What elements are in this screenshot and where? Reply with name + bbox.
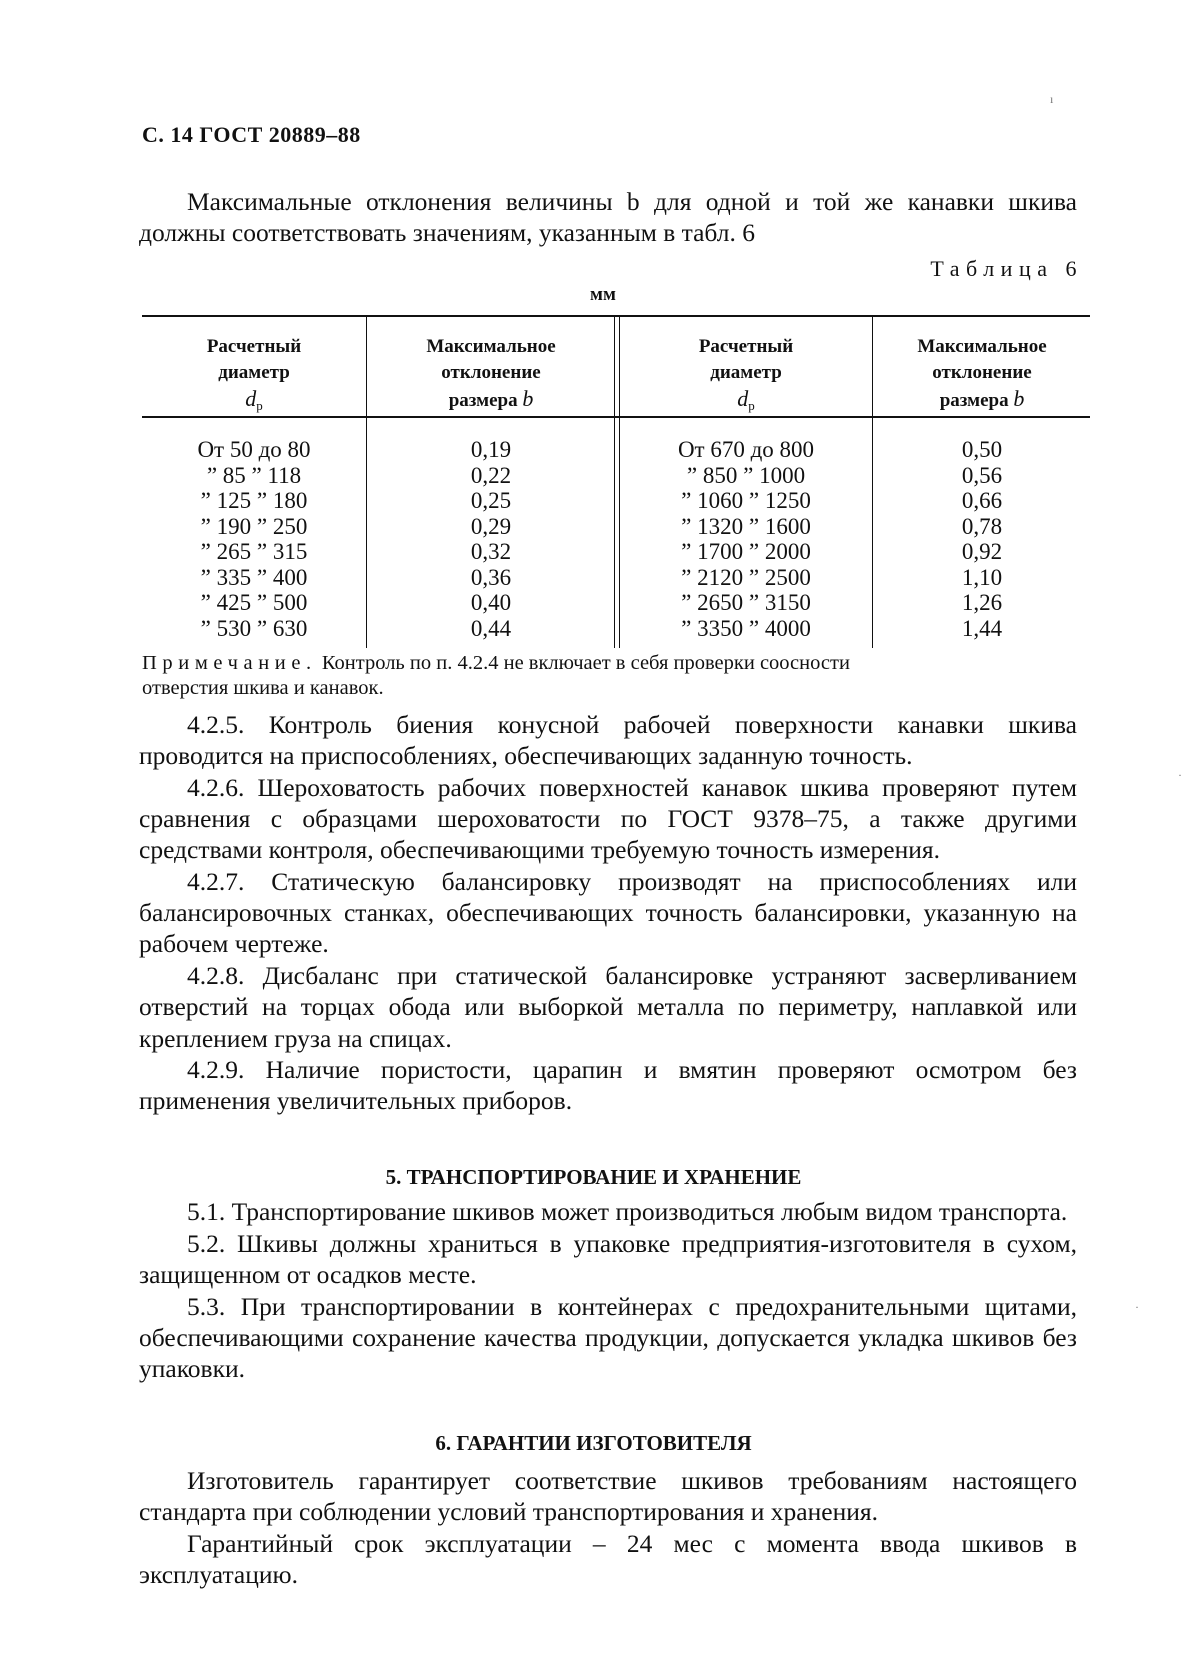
table-cell: 0,40 — [470, 590, 512, 615]
table-cell: От 670 до 800 — [677, 437, 815, 462]
table-divider — [366, 317, 367, 648]
paragraph-4-2-8: 4.2.8. Дисбаланс при статической балансировке устраняют засверливанием отверстий на торцах обода или выборкой металла по периметру, наплавкой или креплением груза на спицах. — [139, 961, 1077, 1053]
section-6-body — [139, 1465, 1077, 1590]
table-cell: ” 3350 ” 4000 — [681, 615, 811, 641]
header-diameter-sub: р — [748, 398, 755, 413]
table-cell: ” 1700 ” 2000 — [681, 539, 811, 564]
table-cell: ” 265 ” 315 — [200, 539, 308, 564]
page-header: С. 14 ГОСТ 20889–88 — [142, 122, 361, 147]
section-6-title: 6. ГАРАНТИИ ИЗГОТОВИТЕЛЯ — [435, 1431, 752, 1455]
table-cell: 0,36 — [470, 564, 512, 590]
table-unit: мм — [590, 284, 616, 305]
header-diameter-symbol: d — [245, 386, 257, 411]
column-left-diameters — [142, 437, 366, 641]
paragraph-6-2: Гарантийный срок эксплуатации – 24 мес с момента ввода шкивов в эксплуатацию. — [139, 1528, 1077, 1590]
section-5-title: 5. ТРАНСПОРТИРОВАНИЕ И ХРАНЕНИЕ — [385, 1165, 802, 1189]
scan-speck: · — [1178, 768, 1182, 782]
note-text-continued: отверстия шкива и канавок. — [142, 677, 384, 699]
table-cell: ” 335 ” 400 — [200, 564, 308, 590]
paragraph-4-2-9: 4.2.9. Наличие пористости, царапин и вмятин проверяют осмотром без применения увеличительных приборов. — [139, 1055, 1077, 1116]
table-cell: 0,56 — [961, 462, 1003, 488]
table-cell: 0,66 — [961, 488, 1003, 513]
header-diameter-sub: р — [256, 398, 263, 413]
table-cell: 1,44 — [961, 615, 1003, 641]
header-deviation-label-2: размера — [448, 390, 518, 411]
header-diameter-right — [620, 334, 872, 419]
table-cell: ” 1320 ” 1600 — [681, 513, 811, 539]
deviation-table — [142, 315, 1090, 648]
table-note — [142, 651, 1082, 701]
table-cell: 0,78 — [961, 513, 1003, 539]
header-deviation-right — [874, 334, 1090, 414]
header-deviation-label-2: размера — [939, 390, 1009, 411]
table-cell: 1,26 — [961, 590, 1003, 615]
table-cell: 0,19 — [470, 437, 512, 462]
table-cell: 0,92 — [961, 539, 1003, 564]
scan-speck: · — [1135, 1300, 1139, 1314]
intro-paragraph: Максимальные отклонения величины b для одной и той же канавки шкива должны соответствовать значениям, указанным в табл. 6 — [139, 187, 1077, 248]
header-diameter-label: Расчетный диаметр — [206, 336, 302, 383]
intro-block — [139, 186, 1077, 248]
table-cell: ” 190 ” 250 — [200, 513, 308, 539]
column-right-deviations — [874, 437, 1090, 641]
paragraph-4-2-6: 4.2.6. Шероховатость рабочих поверхностей канавок шкива проверяют путем сравнения с образцами шероховатости по ГОСТ 9378–75, а также другими средствами контроля, обеспечивающими требуемую точность измерения. — [139, 772, 1077, 865]
header-deviation-symbol: b — [1013, 386, 1025, 411]
scan-speck: ı — [1050, 92, 1054, 106]
header-diameter-left — [142, 334, 366, 419]
table-cell: 0,44 — [470, 615, 512, 641]
table-cell: ” 125 ” 180 — [200, 488, 308, 513]
table-cell: От 50 до 80 — [197, 437, 311, 462]
paragraph-4-2-7: 4.2.7. Статическую балансировку производят на приспособлениях или балансировочных станках, обеспечивающих точность балансировки, указанную на рабочем чертеже. — [139, 867, 1077, 959]
table-caption: Таблица 6 — [930, 256, 1083, 281]
column-right-diameters — [620, 437, 872, 641]
note-label: Примечание. — [142, 652, 317, 674]
table-cell: 0,22 — [470, 462, 512, 488]
header-diameter-label: Расчетный диаметр — [698, 336, 794, 383]
header-diameter-symbol: d — [737, 386, 749, 411]
table-cell: 0,25 — [470, 488, 512, 513]
section-4-continued — [139, 709, 1077, 1117]
table-divider — [872, 317, 873, 648]
header-deviation-label: Максимальное отклонение — [917, 336, 1047, 383]
note-text: Контроль по п. 4.2.4 не включает в себя проверки соосности — [321, 652, 850, 674]
table-cell: ” 425 ” 500 — [200, 590, 308, 615]
table-cell: 0,32 — [470, 539, 512, 564]
table-cell: 0,29 — [470, 513, 512, 539]
table-cell: ” 850 ” 1000 — [686, 462, 806, 488]
section-5-body — [139, 1196, 1077, 1384]
table-cell: ” 2120 ” 2500 — [681, 564, 811, 590]
paragraph-4-2-5: 4.2.5. Контроль биения конусной рабочей поверхности канавки шкива проводится на приспособлениях, обеспечивающих заданную точность. — [139, 710, 1077, 771]
header-deviation-label: Максимальное отклонение — [426, 336, 556, 383]
paragraph-5-1: 5.1. Транспортирование шкивов может производиться любым видом транспорта. — [187, 1197, 1068, 1226]
header-deviation-symbol: b — [522, 386, 534, 411]
table-cell: 1,10 — [961, 564, 1003, 590]
column-left-deviations — [368, 437, 614, 641]
paragraph-6-1: Изготовитель гарантирует соответствие шкивов требованиям настоящего стандарта при соблюдении условий транспортирования и хранения. — [139, 1466, 1077, 1527]
header-deviation-left — [368, 334, 614, 414]
table-cell: ” 85 ” 118 — [206, 462, 302, 488]
paragraph-5-2: 5.2. Шкивы должны храниться в упаковке предприятия-изготовителя в сухом, защищенном от осадков месте. — [139, 1228, 1077, 1289]
table-cell: ” 2650 ” 3150 — [681, 590, 811, 615]
table-cell: 0,50 — [961, 437, 1003, 462]
paragraph-5-3: 5.3. При транспортировании в контейнерах с предохранительными щитами, обеспечивающими сохранение качества продукции, допускается укладка шкивов без упаковки. — [139, 1291, 1077, 1384]
table-cell: ” 530 ” 630 — [200, 615, 308, 641]
table-cell: ” 1060 ” 1250 — [681, 488, 811, 513]
